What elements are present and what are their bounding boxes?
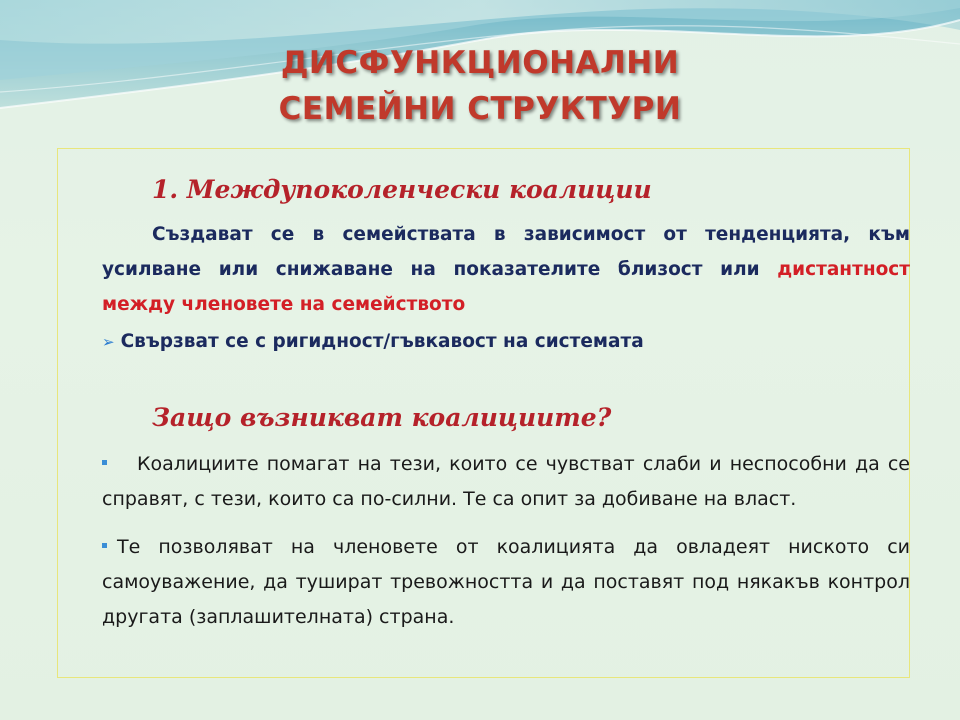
arrow-list-item-text: Свързват се с ригидност/гъвкавост на системата — [120, 331, 644, 352]
page-title — [0, 40, 960, 132]
section-heading-coalitions: 1. Междупоколенчески коалиции — [152, 175, 652, 204]
square-bullet-icon — [102, 543, 107, 548]
list-item — [102, 530, 910, 635]
definition-paragraph — [102, 217, 910, 322]
square-bullet-icon — [102, 460, 107, 465]
title-line-1: ДИСФУНКЦИОНАЛНИ — [280, 45, 680, 81]
list-item — [102, 447, 910, 517]
list-item-text: Коалициите помагат на тези, които се чувстват слаби и неспособни да се справят, с тези, които са по-силни. Те са опит за добиване на власт. — [102, 453, 910, 510]
arrow-bullet-icon: ➢ — [102, 333, 115, 351]
list-item-text: Те позволяват на членовете от коалицията да овладеят ниското си самоуважение, да тушират тревожността и да поставят под някакъв контрол другата (заплашителната) страна. — [102, 536, 910, 628]
section-heading-why: Защо възникват коалициите? — [152, 403, 612, 432]
arrow-list-item — [102, 326, 910, 358]
definition-text: Създават се в семействата в зависимост от тенденцията, към усилване или снижаване на показателите близост или — [102, 224, 910, 280]
definition-highlight: дистантност между членовете на семейството — [102, 259, 910, 315]
content-area — [102, 168, 910, 635]
title-line-2: СЕМЕЙНИ СТРУКТУРИ — [278, 91, 682, 127]
